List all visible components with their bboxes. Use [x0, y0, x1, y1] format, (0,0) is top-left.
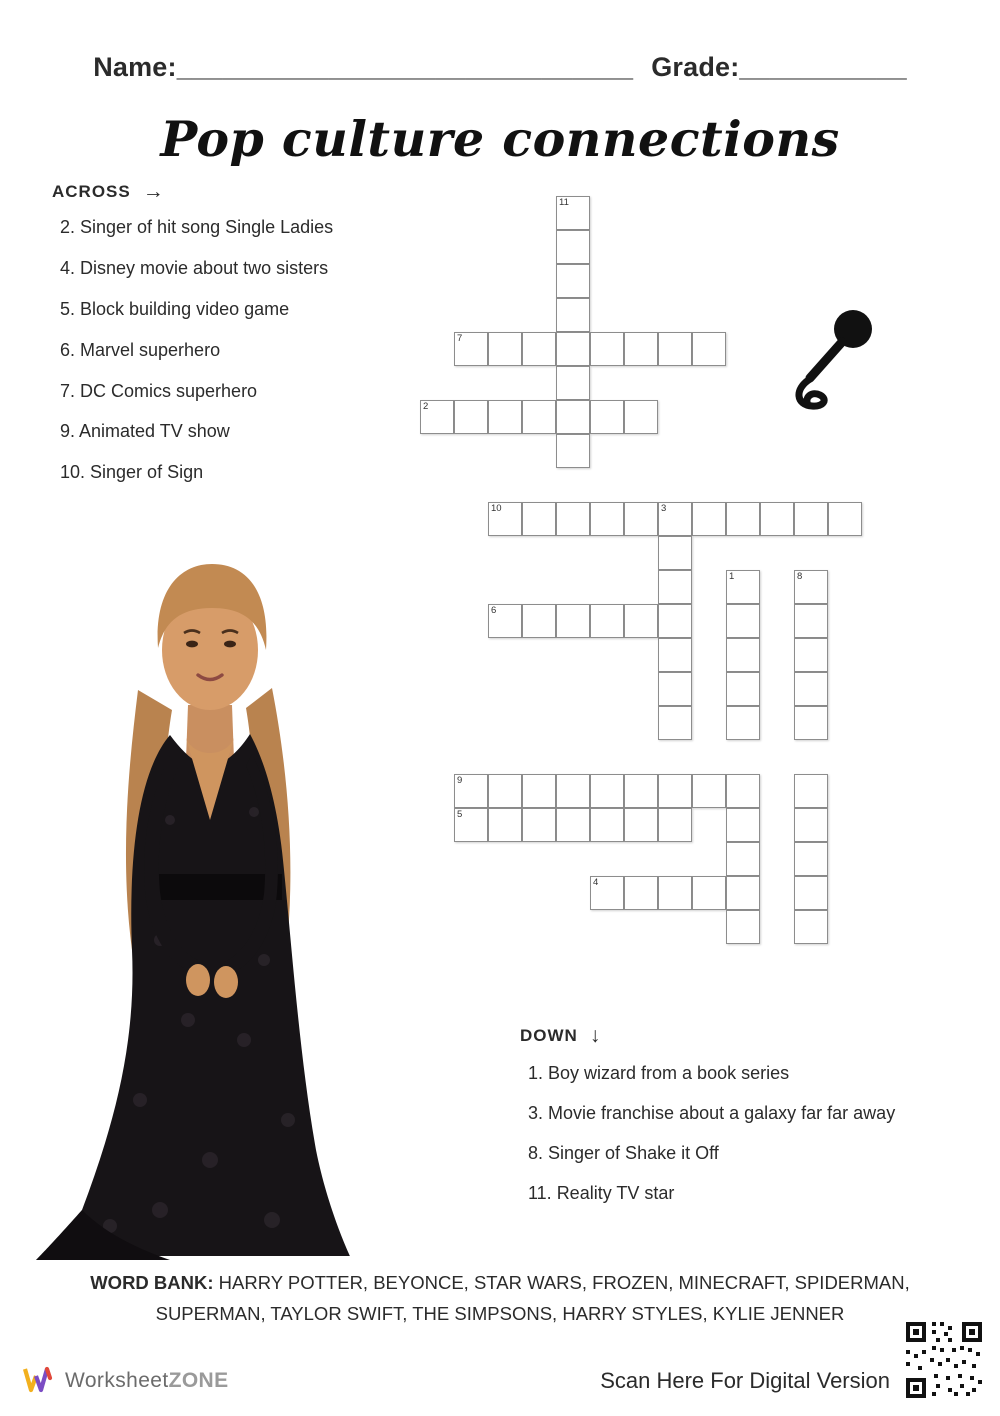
crossword-cell[interactable] [488, 774, 522, 808]
word-bank-words: HARRY POTTER, BEYONCE, STAR WARS, FROZEN, MINECRAFT, SPIDERMAN, SUPERMAN, TAYLOR SWIFT, THE SIMPSONS, HARRY STYLES, KYLIE JENNER [155, 1272, 910, 1324]
crossword-cell[interactable] [794, 876, 828, 910]
crossword-cell-numbered[interactable] [590, 876, 624, 910]
list-item: 11. Reality TV star [528, 1182, 675, 1203]
crossword-cell[interactable] [794, 638, 828, 672]
crossword-cell[interactable] [726, 774, 760, 808]
crossword-cell-numbered[interactable] [726, 570, 760, 604]
cell-number: 6 [491, 605, 497, 616]
list-item: 5. Block building video game [60, 298, 290, 319]
down-heading [520, 1024, 601, 1048]
crossword-cell-numbered[interactable] [454, 774, 488, 808]
crossword-cell[interactable] [556, 298, 590, 332]
crossword-cell[interactable] [556, 604, 590, 638]
arrow-down-icon: ↓ [589, 1024, 602, 1047]
crossword-cell[interactable] [590, 502, 624, 536]
crossword-cell[interactable] [726, 638, 760, 672]
crossword-cell[interactable] [726, 876, 760, 910]
crossword-cell[interactable] [624, 400, 658, 434]
crossword-cell[interactable] [522, 808, 556, 842]
crossword-cell[interactable] [658, 332, 692, 366]
crossword-cell[interactable] [624, 332, 658, 366]
list-item: 10. Singer of Sign [60, 462, 204, 483]
crossword-cell[interactable] [488, 400, 522, 434]
crossword-cell[interactable] [624, 876, 658, 910]
list-item: 7. DC Comics superhero [60, 380, 258, 401]
crossword-cell[interactable] [726, 910, 760, 944]
crossword-cell[interactable] [658, 876, 692, 910]
crossword-cell[interactable] [692, 332, 726, 366]
crossword-cell[interactable] [590, 604, 624, 638]
across-clue-list [52, 214, 352, 500]
crossword-cell[interactable] [454, 400, 488, 434]
crossword-cell[interactable] [658, 706, 692, 740]
list-item: 3. Movie franchise about a galaxy far far away [528, 1102, 896, 1123]
down-label: DOWN [520, 1026, 578, 1045]
crossword-cell[interactable] [556, 264, 590, 298]
crossword-cell[interactable] [522, 332, 556, 366]
crossword-cell[interactable] [692, 502, 726, 536]
crossword-cell[interactable] [828, 502, 862, 536]
crossword-cell[interactable] [794, 808, 828, 842]
crossword-cell[interactable] [658, 672, 692, 706]
crossword-cell[interactable] [522, 604, 556, 638]
crossword-cell[interactable] [794, 706, 828, 740]
scan-text: Scan Here For Digital Version [600, 1368, 890, 1393]
crossword-cell[interactable] [658, 638, 692, 672]
crossword-cell[interactable] [794, 774, 828, 808]
brand-second: ZONE [168, 1369, 229, 1392]
down-clue-list [520, 1060, 910, 1220]
cell-number: 3 [661, 503, 667, 514]
cell-number: 1 [729, 571, 735, 582]
crossword-cell[interactable] [590, 332, 624, 366]
crossword-cell[interactable] [556, 808, 590, 842]
crossword-cell-numbered[interactable] [454, 808, 488, 842]
cell-number: 5 [457, 809, 463, 820]
cell-number: 4 [593, 877, 599, 888]
list-item: 1. Boy wizard from a book series [528, 1063, 790, 1083]
cell-number: 7 [457, 333, 463, 344]
crossword-cell[interactable] [794, 672, 828, 706]
crossword-cell[interactable] [590, 400, 624, 434]
brand-logo[interactable] [22, 1364, 229, 1398]
cell-number: 8 [797, 571, 803, 582]
crossword-cell-numbered[interactable] [556, 196, 590, 230]
crossword-cell[interactable] [692, 774, 726, 808]
crossword-cell[interactable] [590, 774, 624, 808]
grade-field-label[interactable]: Grade:___________ [651, 52, 907, 82]
crossword-cell-numbered[interactable] [794, 570, 828, 604]
crossword-cell[interactable] [692, 876, 726, 910]
name-field-label[interactable]: Name:______________________________ [93, 52, 634, 82]
across-label: ACROSS [52, 182, 131, 201]
crossword-cell[interactable] [522, 774, 556, 808]
worksheet-zone-logo-icon [22, 1364, 56, 1398]
crossword-cell[interactable] [658, 808, 692, 842]
crossword-cell[interactable] [794, 502, 828, 536]
brand-first: Worksheet [65, 1369, 169, 1392]
list-item: 4. Disney movie about two sisters [60, 257, 329, 278]
cell-number: 9 [457, 775, 463, 786]
crossword-cell[interactable] [658, 536, 692, 570]
page-title: Pop culture connections [160, 110, 840, 168]
crossword-cell[interactable] [794, 604, 828, 638]
crossword-cell[interactable] [590, 808, 624, 842]
list-item: 9. Animated TV show [60, 421, 230, 442]
word-bank-label: WORD BANK: [90, 1272, 214, 1293]
crossword-cell[interactable] [556, 774, 590, 808]
crossword-cell[interactable] [726, 842, 760, 876]
name-grade-row [0, 52, 1000, 83]
crossword-cell[interactable] [794, 910, 828, 944]
qr-code[interactable] [902, 1318, 986, 1402]
crossword-cell[interactable] [556, 502, 590, 536]
crossword-cell[interactable] [760, 502, 794, 536]
crossword-cell[interactable] [658, 774, 692, 808]
crossword-cell[interactable] [556, 366, 590, 400]
arrow-right-icon: → [142, 180, 165, 203]
crossword-cell[interactable] [658, 604, 692, 638]
cell-number: 10 [491, 503, 502, 514]
crossword-cell-numbered[interactable] [488, 502, 522, 536]
crossword-cell[interactable] [556, 230, 590, 264]
crossword-cell[interactable] [726, 808, 760, 842]
crossword-cell[interactable] [624, 604, 658, 638]
crossword-cell[interactable] [522, 502, 556, 536]
crossword-cell-numbered[interactable] [454, 332, 488, 366]
word-bank [60, 1268, 940, 1329]
crossword-cell[interactable] [556, 400, 590, 434]
crossword-cell[interactable] [624, 502, 658, 536]
crossword-cell[interactable] [556, 332, 590, 366]
crossword-cell[interactable] [726, 604, 760, 638]
crossword-cell[interactable] [522, 400, 556, 434]
across-heading [52, 180, 165, 204]
crossword-cell[interactable] [794, 842, 828, 876]
crossword-cell[interactable] [556, 434, 590, 468]
microphone-icon [780, 305, 890, 420]
crossword-cell[interactable] [624, 808, 658, 842]
crossword-cell[interactable] [488, 332, 522, 366]
celebrity-photo [20, 520, 420, 1260]
crossword-cell[interactable] [488, 808, 522, 842]
list-item: 2. Singer of hit song Single Ladies [60, 217, 334, 237]
brand-text [65, 1369, 229, 1393]
crossword-cell-numbered[interactable] [420, 400, 454, 434]
crossword-cell[interactable] [726, 706, 760, 740]
cell-number: 11 [559, 197, 569, 208]
crossword-cell-numbered[interactable] [488, 604, 522, 638]
list-item: 8. Singer of Shake it Off [528, 1142, 719, 1163]
cell-number: 2 [423, 401, 429, 412]
crossword-cell[interactable] [726, 672, 760, 706]
crossword-cell[interactable] [624, 774, 658, 808]
crossword-cell[interactable] [658, 570, 692, 604]
crossword-cell-numbered[interactable] [658, 502, 692, 536]
crossword-cell[interactable] [726, 502, 760, 536]
list-item: 6. Marvel superhero [60, 339, 221, 360]
